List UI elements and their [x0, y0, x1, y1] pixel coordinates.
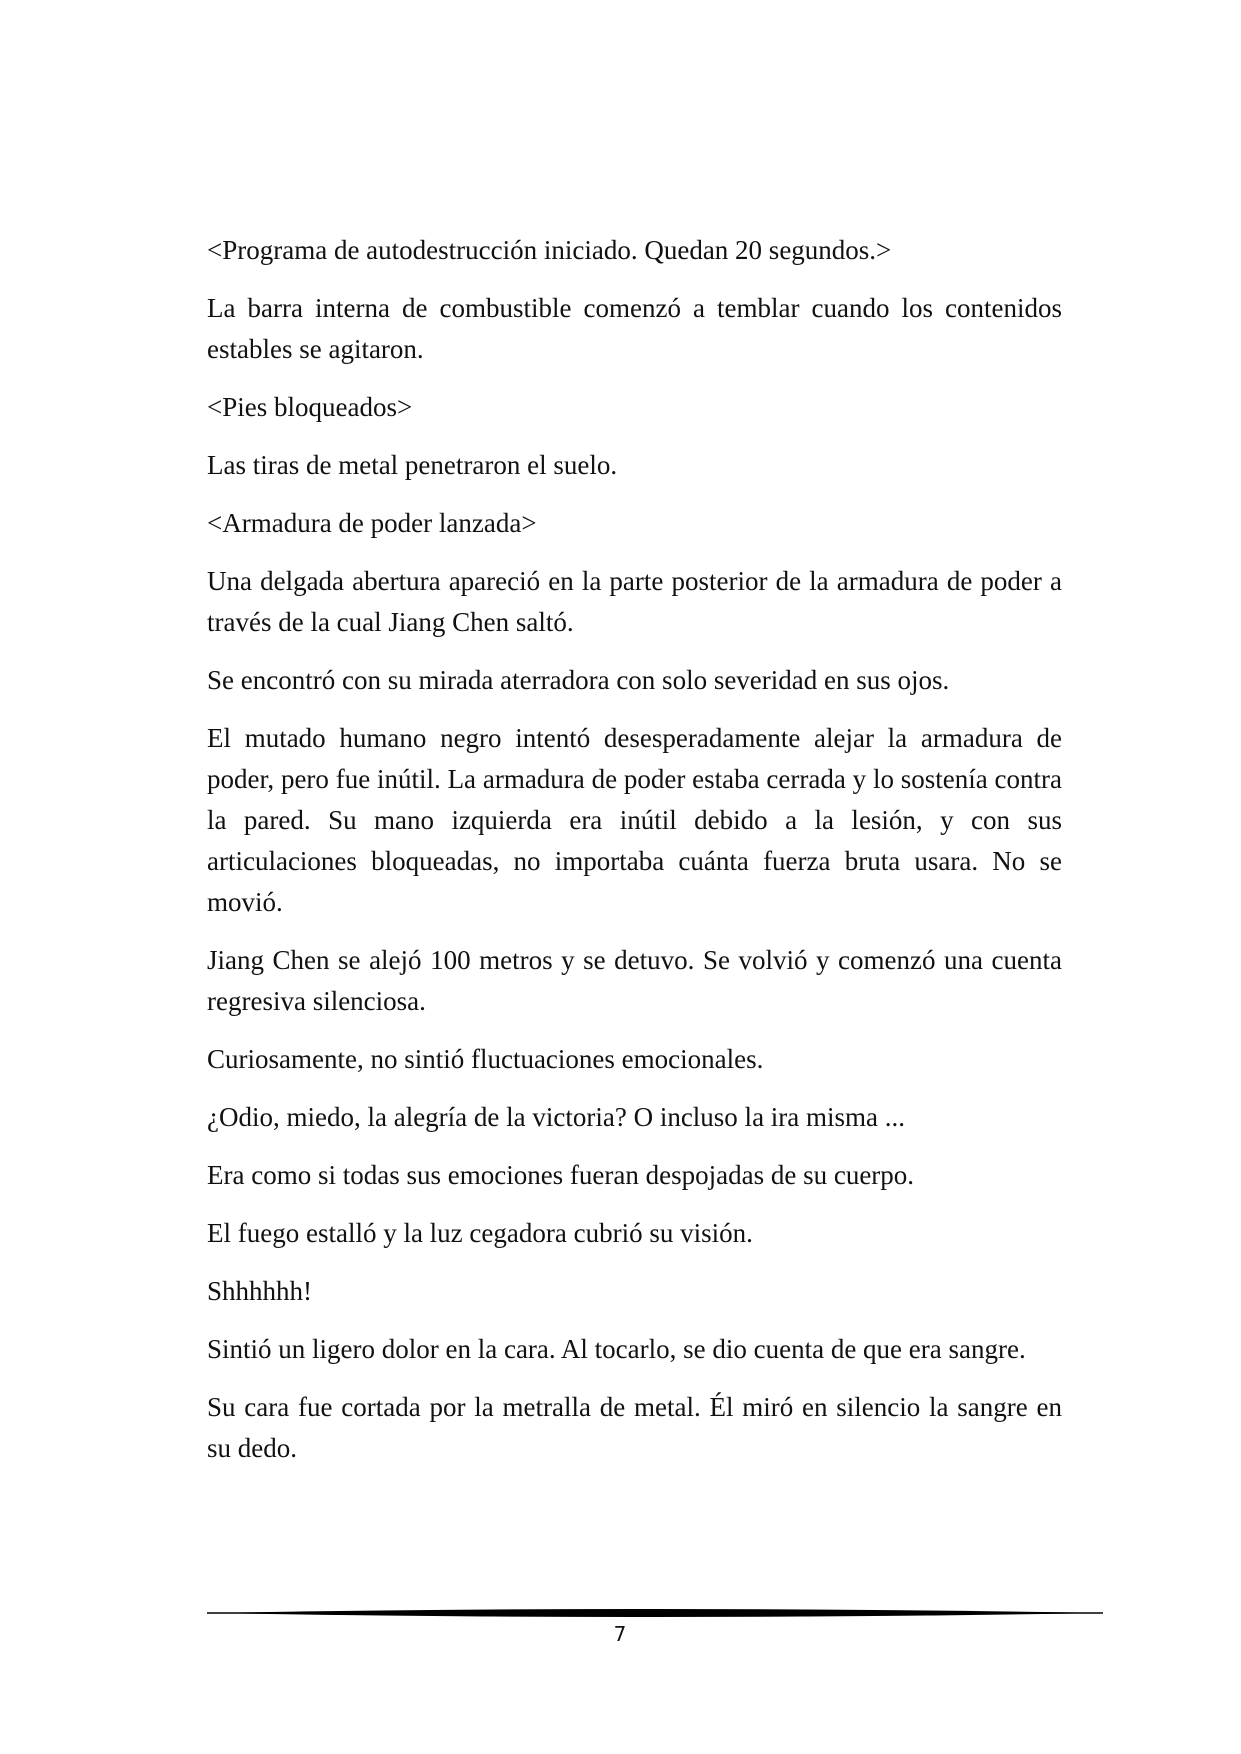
- paragraph-system-message: <Pies bloqueados>: [207, 392, 413, 422]
- paragraph: Se encontró con su mirada aterradora con solo severidad en sus ojos.: [207, 665, 950, 695]
- paragraph: Su cara fue cortada por la metralla de metal. Él miró en silencio la sangre en su dedo.: [207, 1392, 1062, 1463]
- paragraph: La barra interna de combustible comenzó a temblar cuando los contenidos estables se agitaron.: [207, 293, 1062, 364]
- paragraph: Las tiras de metal penetraron el suelo.: [207, 450, 618, 480]
- paragraph: El mutado humano negro intentó desesperadamente alejar la armadura de poder, pero fue inútil. La armadura de poder estaba cerrada y lo sostenía contra la pared. Su mano izquierda era inútil debido a la lesión, y con sus articulaciones bloqueadas, no importaba cuánta fuerza bruta usara. No se movió.: [207, 723, 1062, 917]
- paragraph: Jiang Chen se alejó 100 metros y se detuvo. Se volvió y comenzó una cuenta regresiva silenciosa.: [207, 945, 1062, 1016]
- paragraph-system-message: <Armadura de poder lanzada>: [207, 508, 537, 538]
- paragraph: Curiosamente, no sintió fluctuaciones emocionales.: [207, 1044, 764, 1074]
- paragraph: Una delgada abertura apareció en la parte posterior de la armadura de poder a través de la cual Jiang Chen saltó.: [207, 566, 1062, 637]
- paragraph: Sintió un ligero dolor en la cara. Al tocarlo, se dio cuenta de que era sangre.: [207, 1334, 1026, 1364]
- page-number: 7: [613, 1622, 627, 1646]
- paragraph: Era como si todas sus emociones fueran despojadas de su cuerpo.: [207, 1160, 915, 1190]
- body-text: [207, 230, 1062, 1486]
- paragraph: ¿Odio, miedo, la alegría de la victoria? O incluso la ira misma ...: [207, 1102, 906, 1132]
- paragraph-system-message: <Programa de autodestrucción iniciado. Quedan 20 segundos.>: [207, 235, 892, 265]
- paragraph: Shhhhhh!: [207, 1276, 313, 1306]
- paragraph: El fuego estalló y la luz cegadora cubrió su visión.: [207, 1218, 753, 1248]
